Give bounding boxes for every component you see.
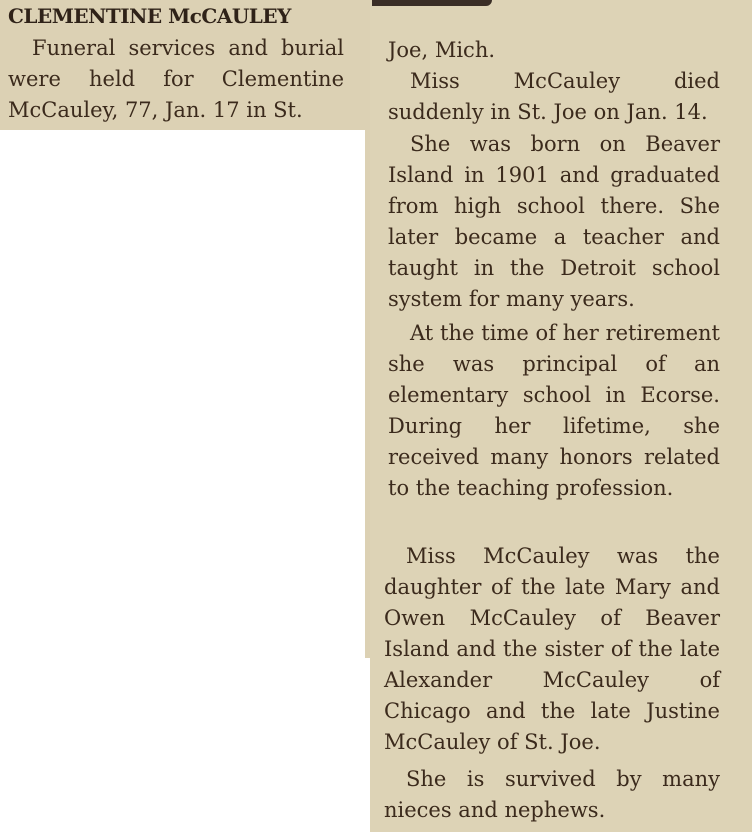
paragraph-family: Miss McCauley was the daughter of the late Mary and Owen McCauley of Beaver Island and the sister of the late Alexander McCauley of Chicago and the late Justine McCauley of St. Joe. bbox=[384, 544, 720, 754]
obituary-headline: CLEMENTINE McCAULEY bbox=[8, 4, 291, 28]
paragraph-continued: Joe, Mich. bbox=[388, 38, 496, 62]
paragraph-survivors: She is survived by many nieces and nephews. bbox=[384, 767, 720, 822]
paragraph-death: Miss McCauley died suddenly in St. Joe on Jan. 14. bbox=[388, 69, 720, 124]
column-top-rule bbox=[372, 0, 492, 6]
paragraph-intro: Funeral services and burial were held for Clementine McCauley, 77, Jan. 17 in St. bbox=[8, 36, 344, 122]
paragraph-biography: She was born on Beaver Island in 1901 and graduated from high school there. She later became a teacher and taught in the Detroit school system for many years. bbox=[388, 132, 720, 311]
paragraph-retirement: At the time of her retirement she was principal of an elementary school in Ecorse. During her lifetime, she received many honors related to the teaching profession. bbox=[388, 321, 720, 500]
